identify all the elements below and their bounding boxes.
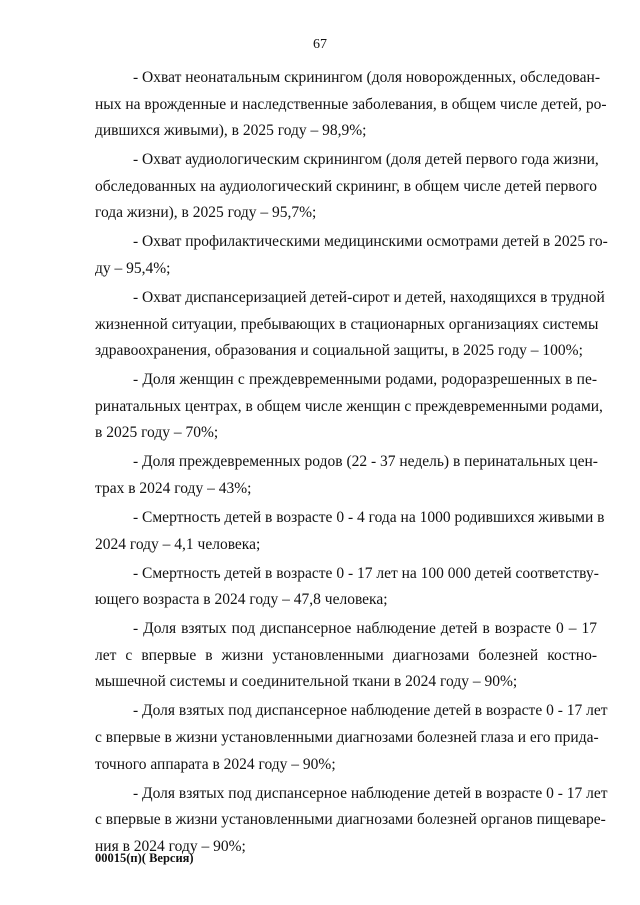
footer-code: 00015(п) <box>95 851 142 865</box>
text-line: дившихся живыми), в 2025 году – 98,9%; <box>95 122 367 140</box>
text-line: точного аппарата в 2024 году – 90%; <box>95 755 336 773</box>
text-line: 2024 году – 4,1 человека; <box>95 535 261 553</box>
text-line: - Доля взятых под диспансерное наблюдение детей в возрасте 0 - 17 лет <box>133 702 608 720</box>
text-line: ния в 2024 году – 90%; <box>95 837 246 855</box>
footer-version-code <box>95 851 194 866</box>
text-line: года жизни), в 2025 году – 95,7%; <box>95 204 317 222</box>
text-line: в 2025 году – 70%; <box>95 424 219 442</box>
text-line: ющего возраста в 2024 году – 47,8 человека; <box>95 591 388 609</box>
text-line: - Доля преждевременных родов (22 - 37 недель) в перинатальных цен- <box>133 453 598 471</box>
text-line: - Смертность детей в возрасте 0 - 4 года на 1000 родившихся живыми в <box>133 509 605 526</box>
text-line: - Охват диспансеризацией детей-сирот и детей, находящихся в трудной <box>133 289 605 306</box>
text-line: - Доля женщин с преждевременными родами, родоразрешенных в пе- <box>133 371 597 389</box>
text-line: ных на врожденные и наследственные заболевания, в общем числе детей, ро- <box>95 95 607 113</box>
text-line: - Доля взятых под диспансерное наблюдение детей в возрасте 0 - 17 лет <box>133 784 608 802</box>
text-line: лет с впервые в жизни установленными диагнозами болезней костно- <box>95 646 597 664</box>
text-line: - Охват аудиологическим скринингом (доля детей первого года жизни, <box>133 151 599 169</box>
text-line: - Смертность детей в возрасте 0 - 17 лет на 100 000 детей соответству- <box>133 564 599 582</box>
text-line: с впервые в жизни установленными диагнозами болезней глаза и его прида- <box>95 729 599 746</box>
text-line: здравоохранения, образования и социальной защиты, в 2025 году – 100%; <box>95 342 583 360</box>
text-line: обследованных на аудиологический скрининг, в общем числе детей первого <box>95 177 597 195</box>
text-line: - Охват неонатальным скринингом (доля новорожденных, обследован- <box>133 69 600 86</box>
text-line: жизненной ситуации, пребывающих в стационарных организациях системы <box>95 315 599 333</box>
text-line: мышечной системы и соединительной ткани в 2024 году – 90%; <box>95 673 518 691</box>
page-number: 67 <box>313 37 327 52</box>
text-line: - Доля взятых под диспансерное наблюдение детей в возрасте 0 – 17 <box>133 620 597 638</box>
text-line: - Охват профилактическими медицинскими осмотрами детей в 2025 го- <box>133 233 608 251</box>
text-line: ринатальных центрах, в общем числе женщин с преждевременными родами, <box>95 397 603 415</box>
text-line: с впервые в жизни установленными диагнозами болезней органов пищеваре- <box>95 811 606 829</box>
footer-label: ( Версия) <box>141 851 194 865</box>
text-line: ду – 95,4%; <box>95 260 171 277</box>
text-line: трах в 2024 году – 43%; <box>95 480 252 497</box>
